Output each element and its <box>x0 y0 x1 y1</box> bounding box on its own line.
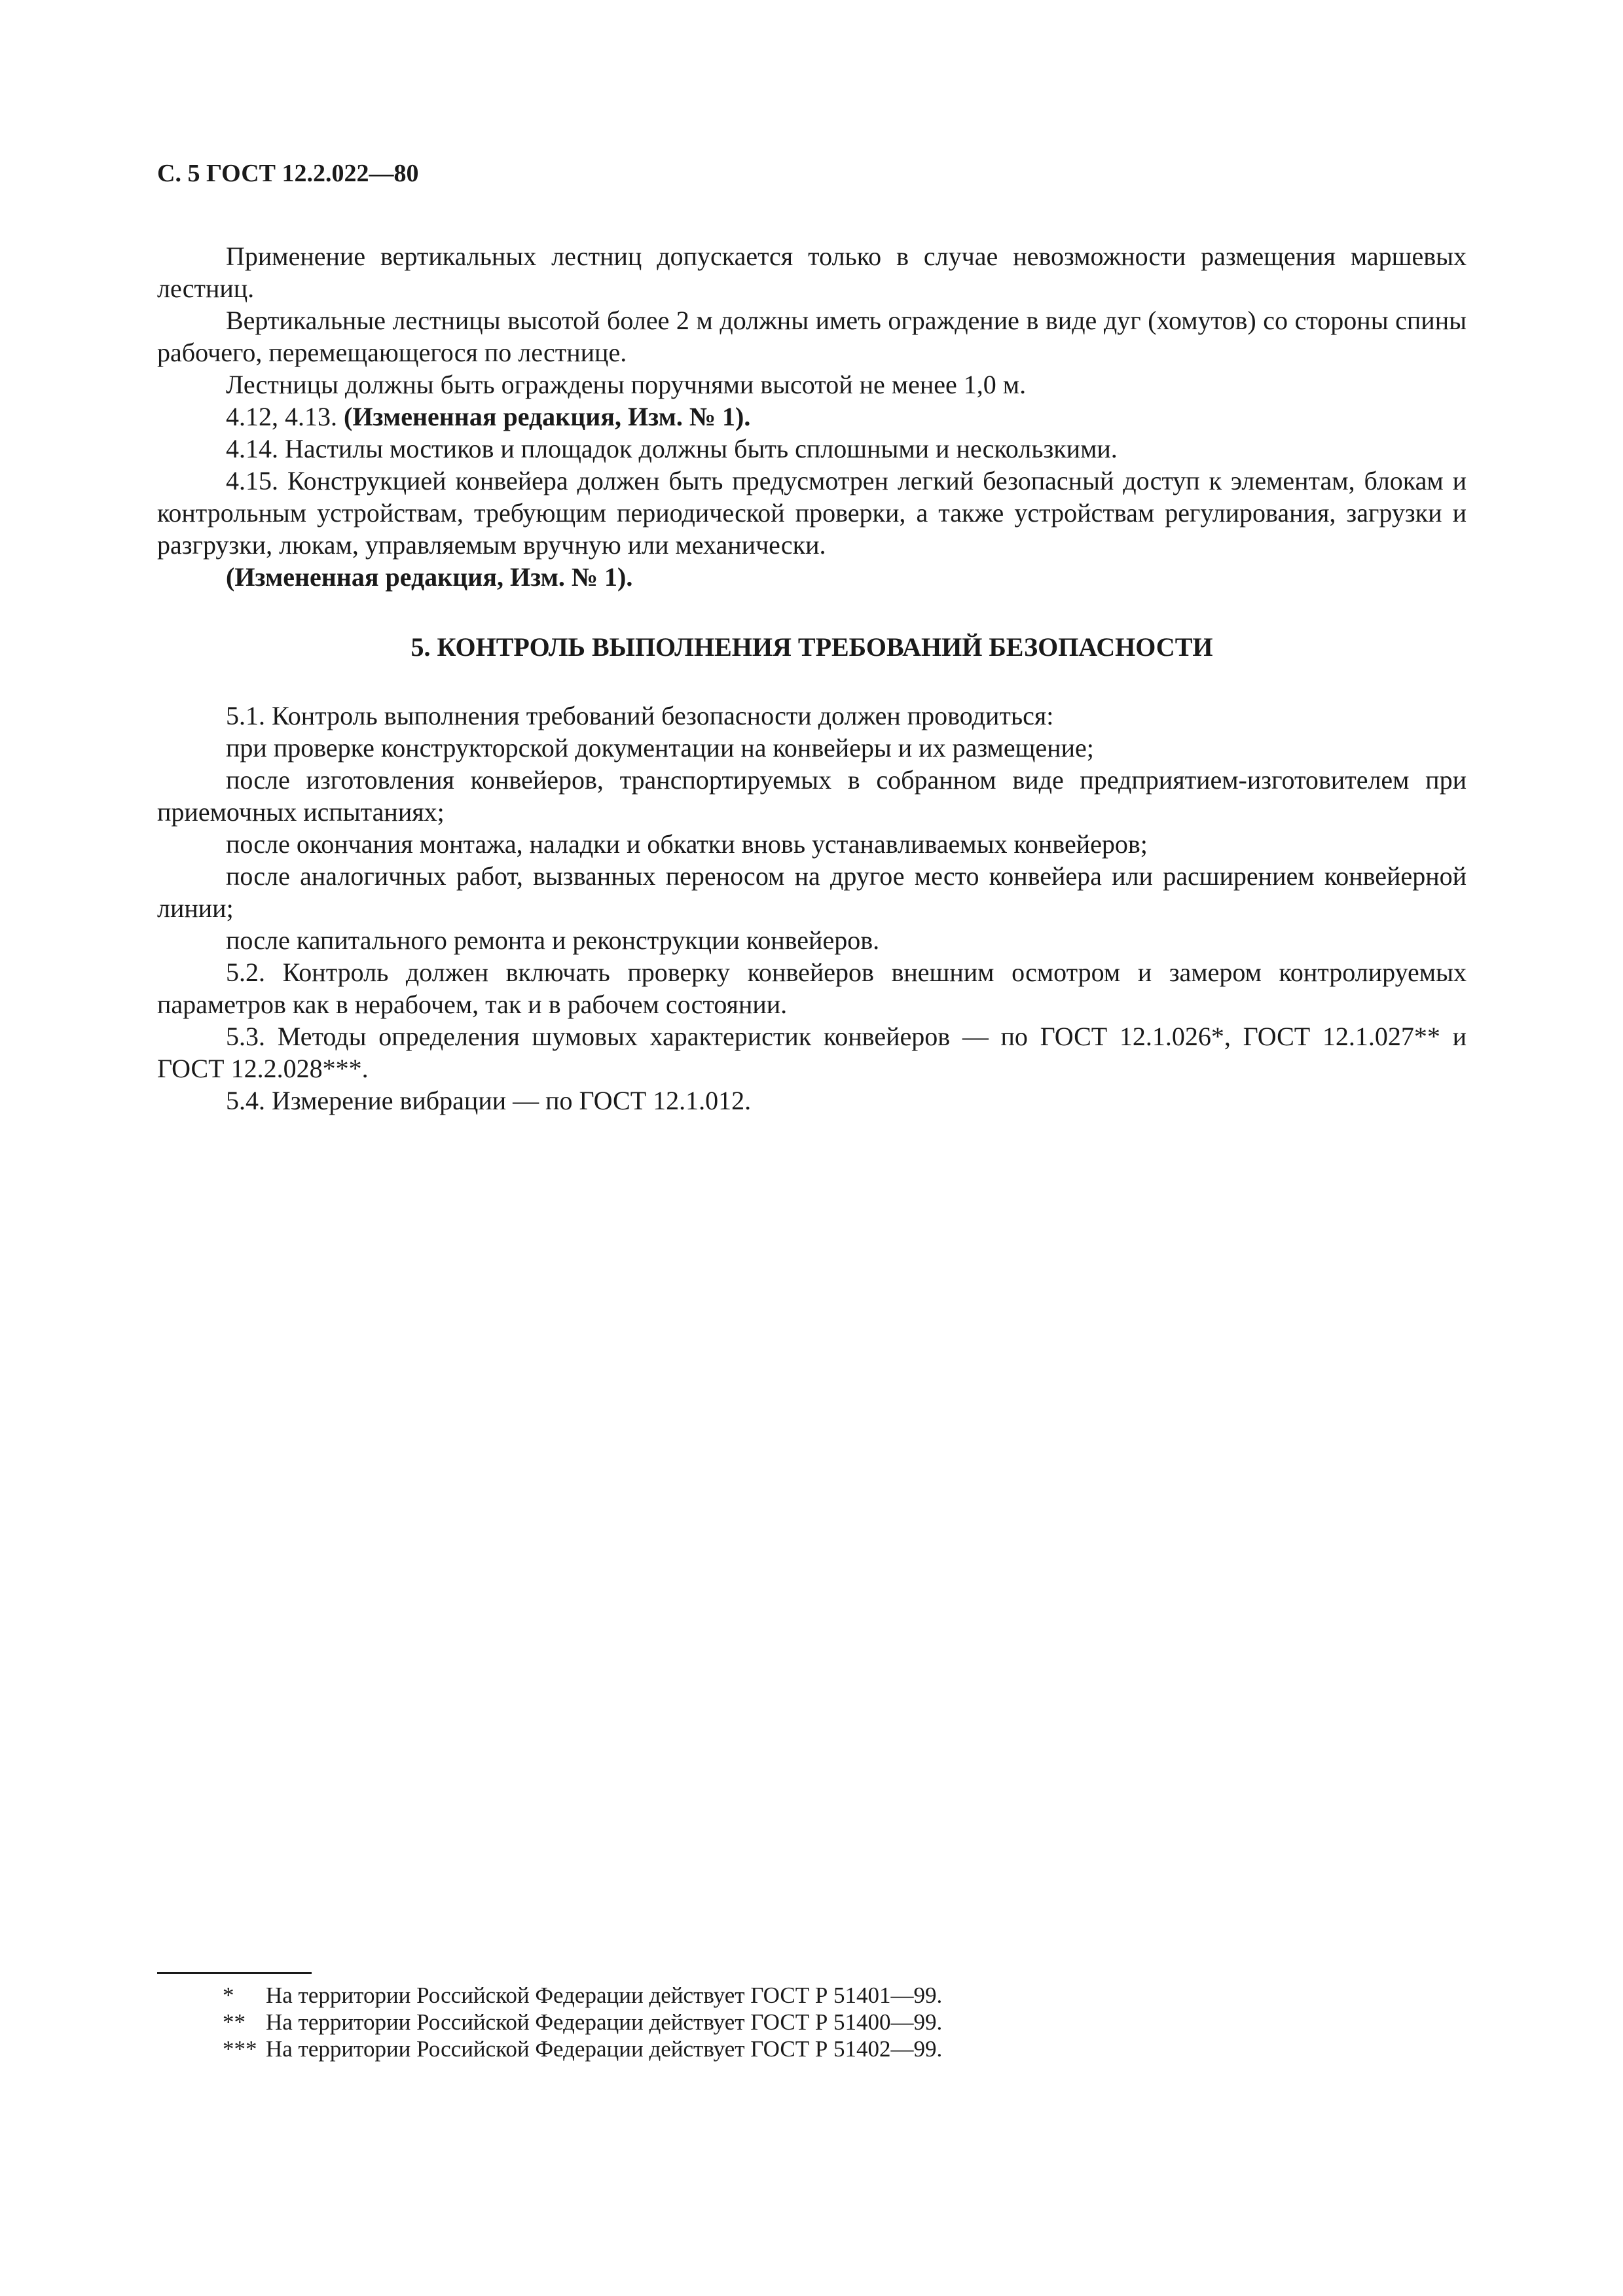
amendment-note: (Измененная редакция, Изм. № 1). <box>344 402 751 431</box>
paragraph-4-14: 4.14. Настилы мостиков и площадок должны быть сплошными и нескользкими. <box>226 434 1118 463</box>
footnote-item <box>157 2036 1467 2062</box>
paragraph-ladder-guards: Вертикальные лестницы высотой более 2 м должны иметь ограждение в виде дуг (хомутов) со стороны спины рабочего, перемещающегося по лестнице. <box>157 306 1467 367</box>
running-header: С. 5 ГОСТ 12.2.022—80 <box>157 160 419 187</box>
footnote-text: На территории Российской Федерации действует ГОСТ Р 51402—99. <box>266 2036 943 2062</box>
footnote-mark: * <box>223 1982 234 2008</box>
body-text <box>157 240 1467 1117</box>
footnote-item <box>157 2009 1467 2036</box>
paragraph-after-relocation: после аналогичных работ, вызванных переносом на другое место конвейера или расширением конвейерной линии; <box>157 861 1467 923</box>
paragraph-4-12-prefix: 4.12, 4.13. <box>226 402 344 431</box>
paragraph-5-4: 5.4. Измерение вибрации — по ГОСТ 12.1.012. <box>226 1086 752 1115</box>
paragraph-after-installation: после окончания монтажа, наладки и обкатки вновь устанавливаемых конвейеров; <box>226 829 1148 859</box>
footnote-divider <box>157 1972 312 1974</box>
paragraph-design-check: при проверке конструкторской документации на конвейеры и их размещение; <box>226 733 1094 762</box>
footnotes <box>157 1982 1467 2062</box>
paragraph-after-manufacture: после изготовления конвейеров, транспортируемых в собранном виде предприятием-изготовителем при приемочных испытаниях; <box>157 765 1467 827</box>
paragraph-5-1: 5.1. Контроль выполнения требований безопасности должен проводиться: <box>226 701 1054 730</box>
paragraph-5-2: 5.2. Контроль должен включать проверку конвейеров внешним осмотром и замером контролируемых параметров как в нерабочем, так и в рабочем состоянии. <box>157 958 1467 1019</box>
paragraph-handrails: Лестницы должны быть ограждены поручнями высотой не менее 1,0 м. <box>226 370 1027 399</box>
paragraph-4-12-4-13 <box>157 401 1467 433</box>
amendment-note: (Измененная редакция, Изм. № 1). <box>226 562 633 592</box>
footnote-mark: ** <box>223 2009 246 2035</box>
footnote-item <box>157 1982 1467 2009</box>
footnote-text: На территории Российской Федерации действует ГОСТ Р 51401—99. <box>266 1982 943 2008</box>
footnote-mark: *** <box>223 2036 257 2062</box>
footnote-text: На территории Российской Федерации действует ГОСТ Р 51400—99. <box>266 2009 943 2035</box>
section-heading: 5. КОНТРОЛЬ ВЫПОЛНЕНИЯ ТРЕБОВАНИЙ БЕЗОПАСНОСТИ <box>410 632 1213 662</box>
paragraph-after-repair: после капитального ремонта и реконструкции конвейеров. <box>226 925 880 955</box>
paragraph-5-3: 5.3. Методы определения шумовых характеристик конвейеров — по ГОСТ 12.1.026*, ГОСТ 12.1.027** и ГОСТ 12.2.028***. <box>157 1022 1467 1083</box>
paragraph-vertical-ladders: Применение вертикальных лестниц допускается только в случае невозможности размещения маршевых лестниц. <box>157 242 1467 303</box>
paragraph-4-15: 4.15. Конструкцией конвейера должен быть предусмотрен легкий безопасный доступ к элементам, блокам и контрольным устройствам, требующим периодической проверки, а также устройствам регулирования, загрузки и разгрузки, люкам, управляемым вручную или механически. <box>157 466 1467 560</box>
